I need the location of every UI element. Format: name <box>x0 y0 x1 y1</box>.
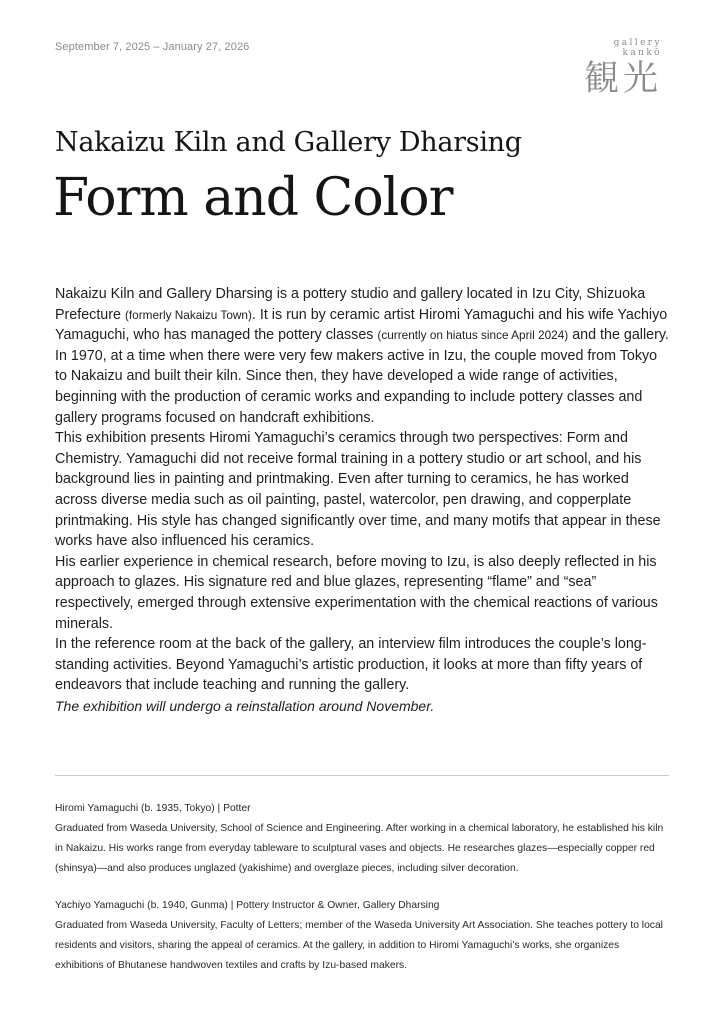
reinstallation-note: The exhibition will undergo a reinstallation around November. <box>55 698 435 714</box>
divider <box>55 775 669 776</box>
p1-text-b: . It is run by ceramic artist Hiromi Yamaguchi and his wife Yachiyo Yamaguchi, who has managed the pottery classes <box>55 306 668 344</box>
p1-aside-b: (currently on hiatus since April 2024) <box>377 328 569 343</box>
bio-yachiyo <box>55 896 670 976</box>
p1-text-c: and the gallery. In 1970, at a time when there were very few makers active in Izu, the couple moved from Tokyo to Nakaizu and built their kiln. Since then, they have developed a wide range of activities, beginning with the production of ceramic works and expanding to include pottery classes and gallery programs focused on handcraft exhibitions. <box>55 327 669 426</box>
bio-heading: Yachiyo Yamaguchi (b. 1940, Gunma) | Pottery Instructor & Owner, Gallery Dharsing <box>55 900 440 911</box>
bio-heading: Hiromi Yamaguchi (b. 1935, Tokyo) | Potter <box>55 803 251 814</box>
logo-kanji: 観光 <box>583 59 662 99</box>
paragraph-2: This exhibition presents Hiromi Yamaguchi’s ceramics through two perspectives: Form and Chemistry. Yamaguchi did not receive formal training in a pottery studio or art school, and his background lies in painting and printmaking. Even after turning to ceramics, he has worked across diverse media such as oil painting, pastel, watercolor, pen drawing, and copperplate printmaking. His style has changed significantly over time, and many motifs that appear in these works have also influenced his ceramics. <box>55 430 661 550</box>
exhibition-title: Form and Color <box>53 168 453 228</box>
exhibition-dates: September 7, 2025 – January 27, 2026 <box>55 41 250 53</box>
paragraph-3: His earlier experience in chemical research, before moving to Izu, is also deeply reflected in his approach to glazes. His signature red and blue glazes, representing “flame” and “sea” respectively, emerged through extensive experimentation with the chemical reactions of various minerals. <box>55 553 658 632</box>
p1-aside-a: (formerly Nakaizu Town) <box>124 307 252 322</box>
logo-subtitle: gallery kankō <box>613 38 662 58</box>
bio-hiromi <box>55 799 670 879</box>
bio-text: Graduated from Waseda University, Faculty of Letters; member of the Waseda University Art Association. She teaches pottery to local residents and visitors, sharing the appeal of ceramics. At the gallery, in addition to Hiromi Yamaguchi’s works, she organizes exhibitions of Bhutanese handwoven textiles and crafts by Izu-based makers. <box>55 920 663 971</box>
p1-text-a: Nakaizu Kiln and Gallery Dharsing is a pottery studio and gallery located in Izu City, Shizuoka Prefecture <box>55 286 646 323</box>
paragraph-4: In the reference room at the back of the gallery, an interview film introduces the couple’s long-standing activities. Beyond Yamaguchi’s artistic production, it looks at more than fifty years of endeavors that include teaching and running the gallery. <box>55 636 647 694</box>
paragraph-1 <box>55 284 670 428</box>
gallery-logo <box>582 38 662 98</box>
exhibition-subtitle: Nakaizu Kiln and Gallery Dharsing <box>55 127 522 158</box>
body-text <box>55 284 670 696</box>
bio-text: Graduated from Waseda University, School of Science and Engineering. After working in a chemical laboratory, he established his kiln in Nakaizu. His works range from everyday tableware to sculptural vases and objects. He researches glazes—especially copper red (shinsya)—and also produces unglazed (yakishime) and overglaze pieces, including silver decoration. <box>55 823 664 874</box>
